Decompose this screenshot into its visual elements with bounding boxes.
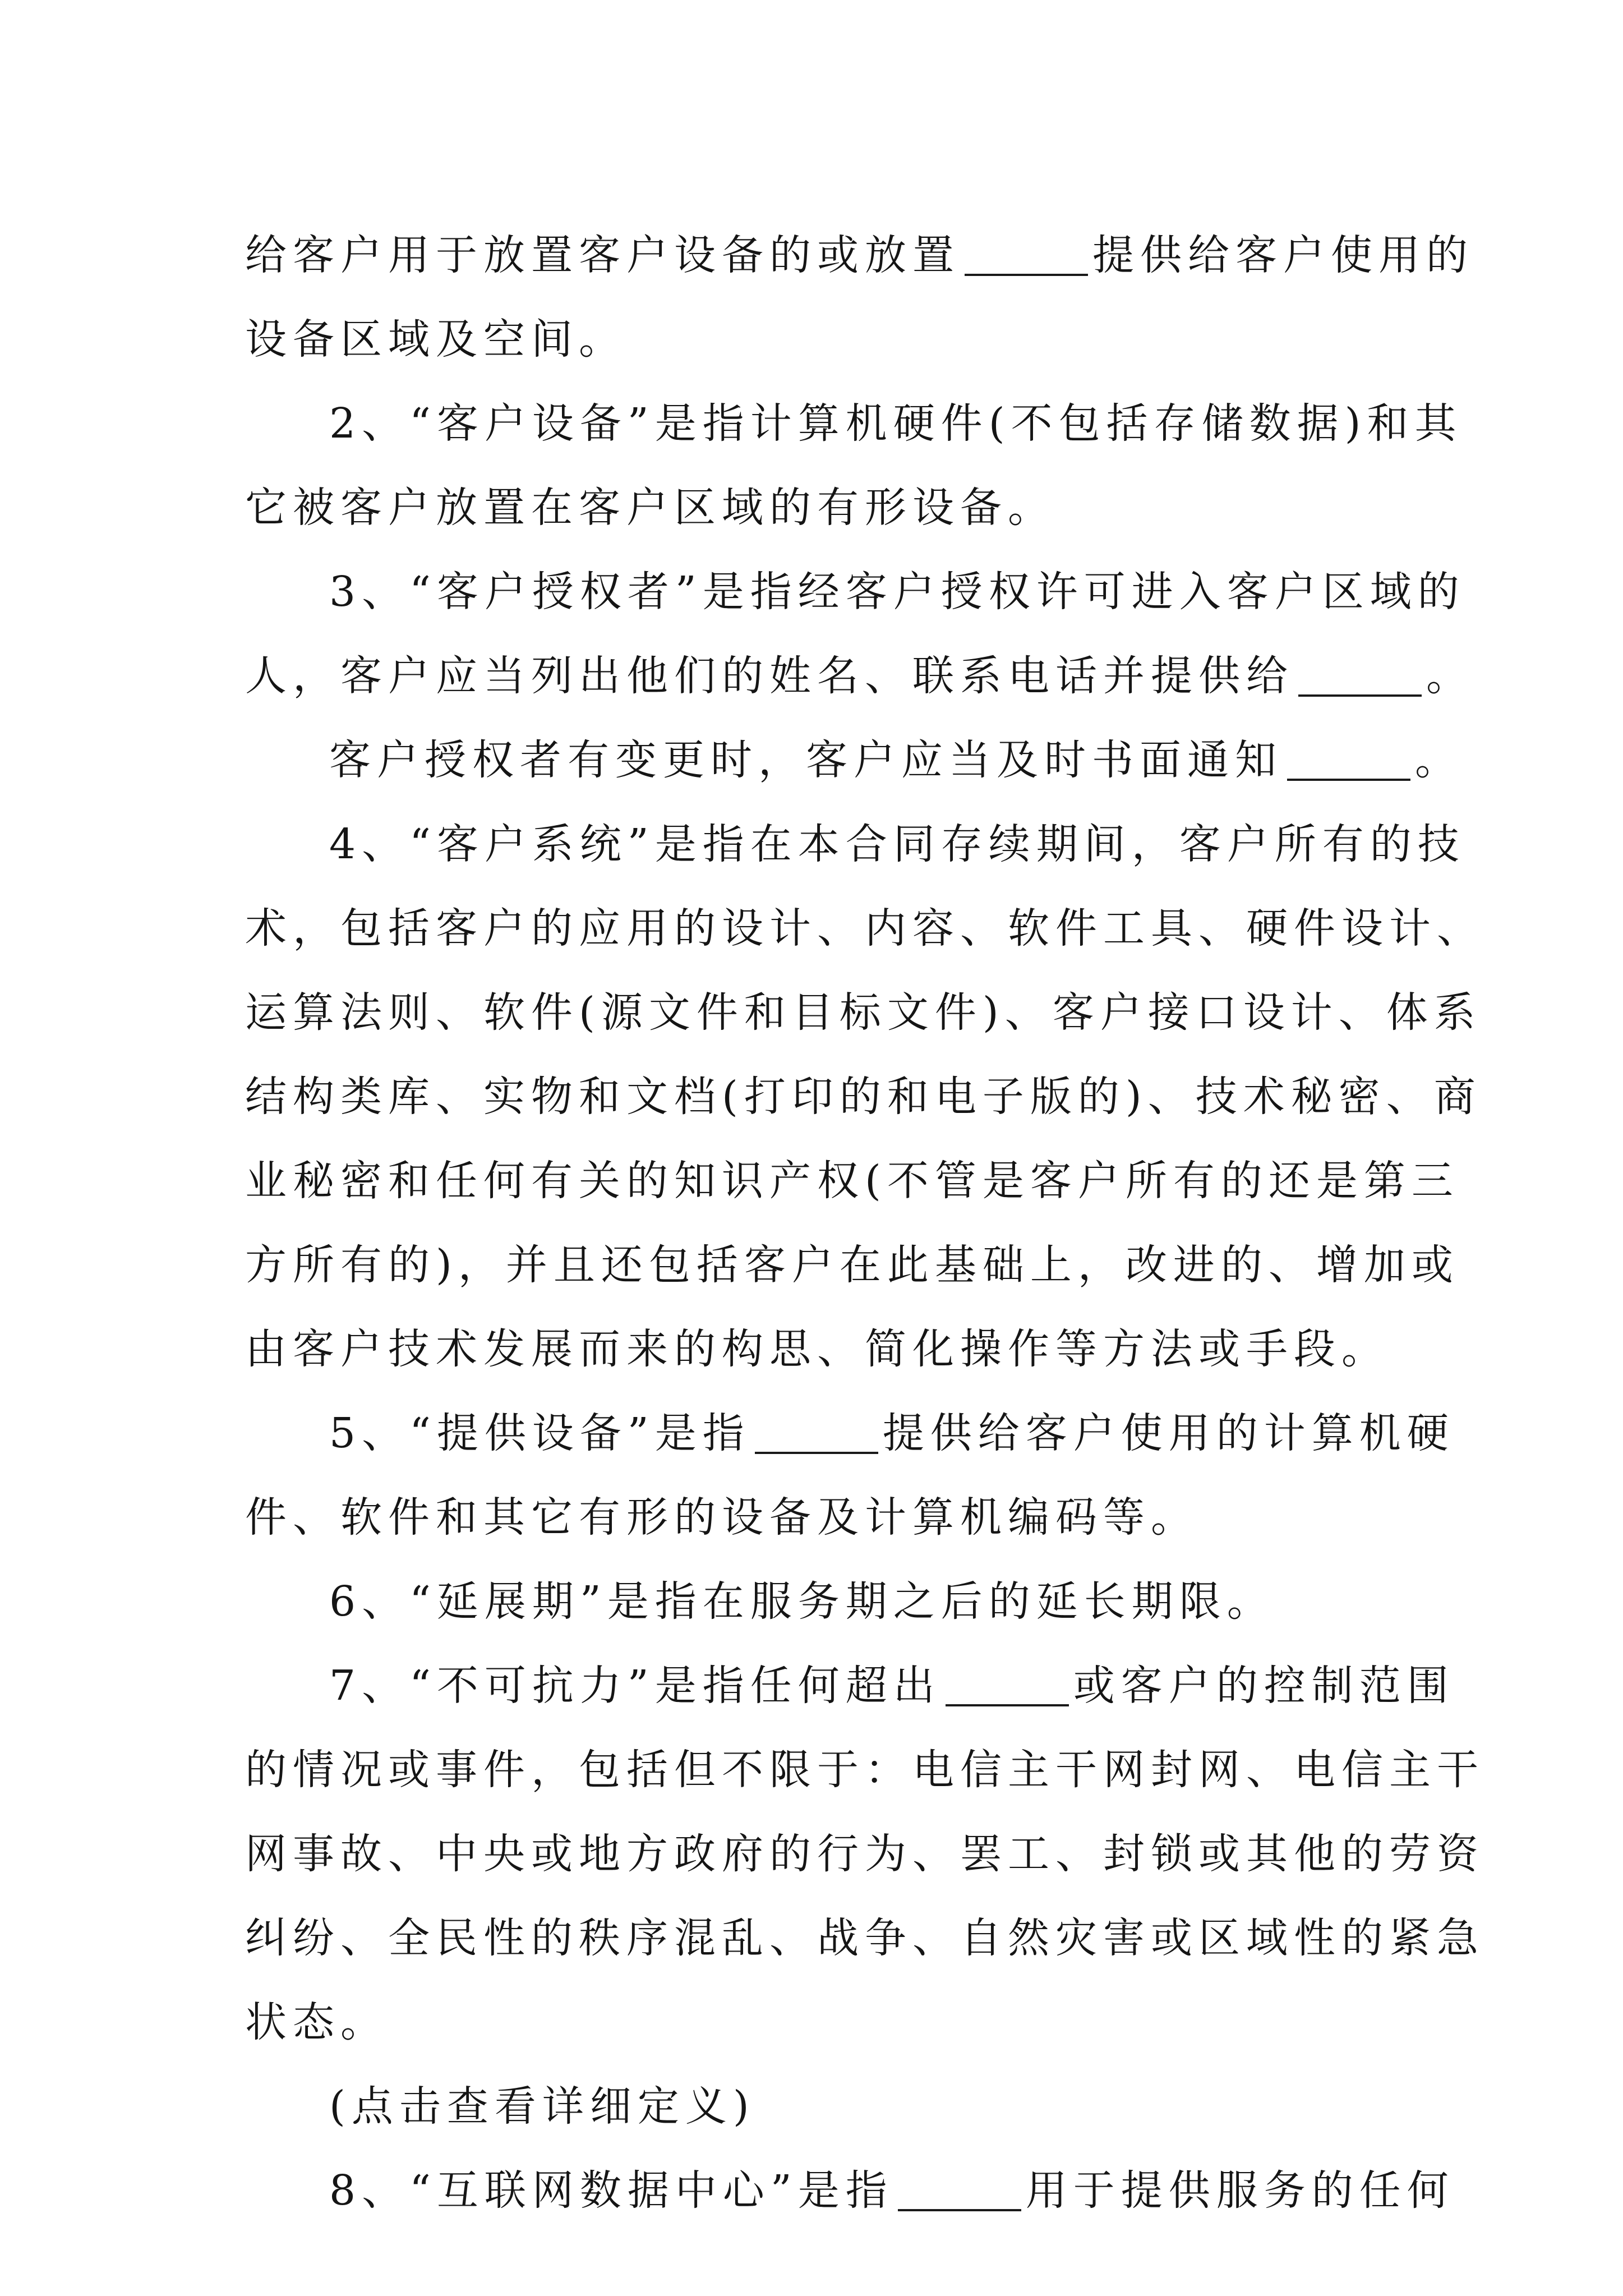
text-line xyxy=(245,802,1465,886)
text-line xyxy=(245,550,1465,634)
line-text-before: 术，包括客户的应用的设计、内容、软件工具、硬件设计、 xyxy=(245,904,1484,953)
text-line xyxy=(245,1896,1484,1980)
text-line xyxy=(245,2148,1455,2233)
text-line[interactable] xyxy=(245,2064,1423,2148)
line-text-after: 用于提供服务的任何 xyxy=(1025,2166,1455,2215)
text-line xyxy=(245,1391,1455,1475)
line-text-before: 2、“客户设备”是指计算机硬件(不包括存储数据)和其 xyxy=(329,399,1463,448)
text-line xyxy=(245,213,1474,297)
line-text-before: 由客户技术发展而来的构思、简化操作等方法或手段。 xyxy=(245,1325,1389,1373)
line-text-after: 。 xyxy=(1415,736,1463,784)
line-text-before: 运算法则、软件(源文件和目标文件)、客户接口设计、体系 xyxy=(245,988,1482,1037)
fill-in-blank xyxy=(1298,653,1422,697)
text-line xyxy=(245,634,1474,718)
text-line xyxy=(245,970,1482,1055)
text-line xyxy=(245,1475,1423,1559)
line-text-before: 它被客户放置在客户区域的有形设备。 xyxy=(245,484,1055,532)
fill-in-blank xyxy=(965,232,1088,276)
line-text-before: 4、“客户系统”是指在本合同存续期间，客户所有的技 xyxy=(329,820,1465,868)
text-line xyxy=(245,1223,1459,1307)
line-text-before: 客户授权者有变更时，客户应当及时书面通知 xyxy=(329,736,1283,784)
line-text-before: 件、软件和其它有形的设备及计算机编码等。 xyxy=(245,1493,1198,1542)
line-text-before: 状态。 xyxy=(245,1998,388,2046)
detail-definition-link[interactable]: (点击查看详细定义) xyxy=(329,2082,755,2131)
line-text-before: 的情况或事件，包括但不限于：电信主干网封网、电信主干 xyxy=(245,1746,1484,1794)
text-line xyxy=(245,1644,1455,1728)
text-line xyxy=(245,1728,1484,1812)
text-line xyxy=(245,1055,1482,1139)
text-line xyxy=(245,381,1463,466)
line-text-before: 给客户用于放置客户设备的或放置 xyxy=(245,231,960,279)
line-text-before: 3、“客户授权者”是指经客户授权许可进入客户区域的 xyxy=(329,568,1465,616)
document-body xyxy=(245,213,1484,2233)
line-text-after: 或客户的控制范围 xyxy=(1073,1662,1455,1710)
fill-in-blank xyxy=(755,1410,878,1454)
text-line xyxy=(245,718,1463,802)
fill-in-blank xyxy=(946,1663,1069,1706)
line-text-before: 7、“不可抗力”是指任何超出 xyxy=(329,1662,941,1710)
line-text-after: 提供给客户使用的 xyxy=(1092,231,1474,279)
text-line xyxy=(245,886,1484,970)
line-text-before: 6、“延展期”是指在服务期之后的延长期限。 xyxy=(329,1577,1275,1626)
line-text-before: 纠纷、全民性的秩序混乱、战争、自然灾害或区域性的紧急 xyxy=(245,1914,1484,1962)
line-text-before: 8、“互联网数据中心”是指 xyxy=(329,2166,893,2215)
fill-in-blank xyxy=(1287,737,1410,781)
text-line xyxy=(245,1307,1423,1391)
line-text-before: 方所有的)，并且还包括客户在此基础上，改进的、增加或 xyxy=(245,1241,1459,1289)
text-line xyxy=(245,297,1423,381)
line-text-before: 人，客户应当列出他们的姓名、联系电话并提供给 xyxy=(245,652,1294,700)
text-line xyxy=(245,1812,1484,1896)
text-line xyxy=(245,466,1423,550)
line-text-before: 网事故、中央或地方政府的行为、罢工、封锁或其他的劳资 xyxy=(245,1830,1484,1878)
line-text-before: 设备区域及空间。 xyxy=(245,315,626,364)
line-text-before: 结构类库、实物和文档(打印的和电子版的)、技术秘密、商 xyxy=(245,1073,1482,1121)
line-text-before: 5、“提供设备”是指 xyxy=(329,1409,750,1457)
line-text-before: 业秘密和任何有关的知识产权(不管是客户所有的还是第三 xyxy=(245,1157,1459,1205)
text-line xyxy=(245,1980,1423,2064)
text-line xyxy=(245,1139,1459,1223)
line-text-after: 提供给客户使用的计算机硬 xyxy=(882,1409,1455,1457)
text-line xyxy=(245,1559,1423,1644)
fill-in-blank xyxy=(898,2168,1021,2211)
line-text-after: 。 xyxy=(1426,652,1474,700)
